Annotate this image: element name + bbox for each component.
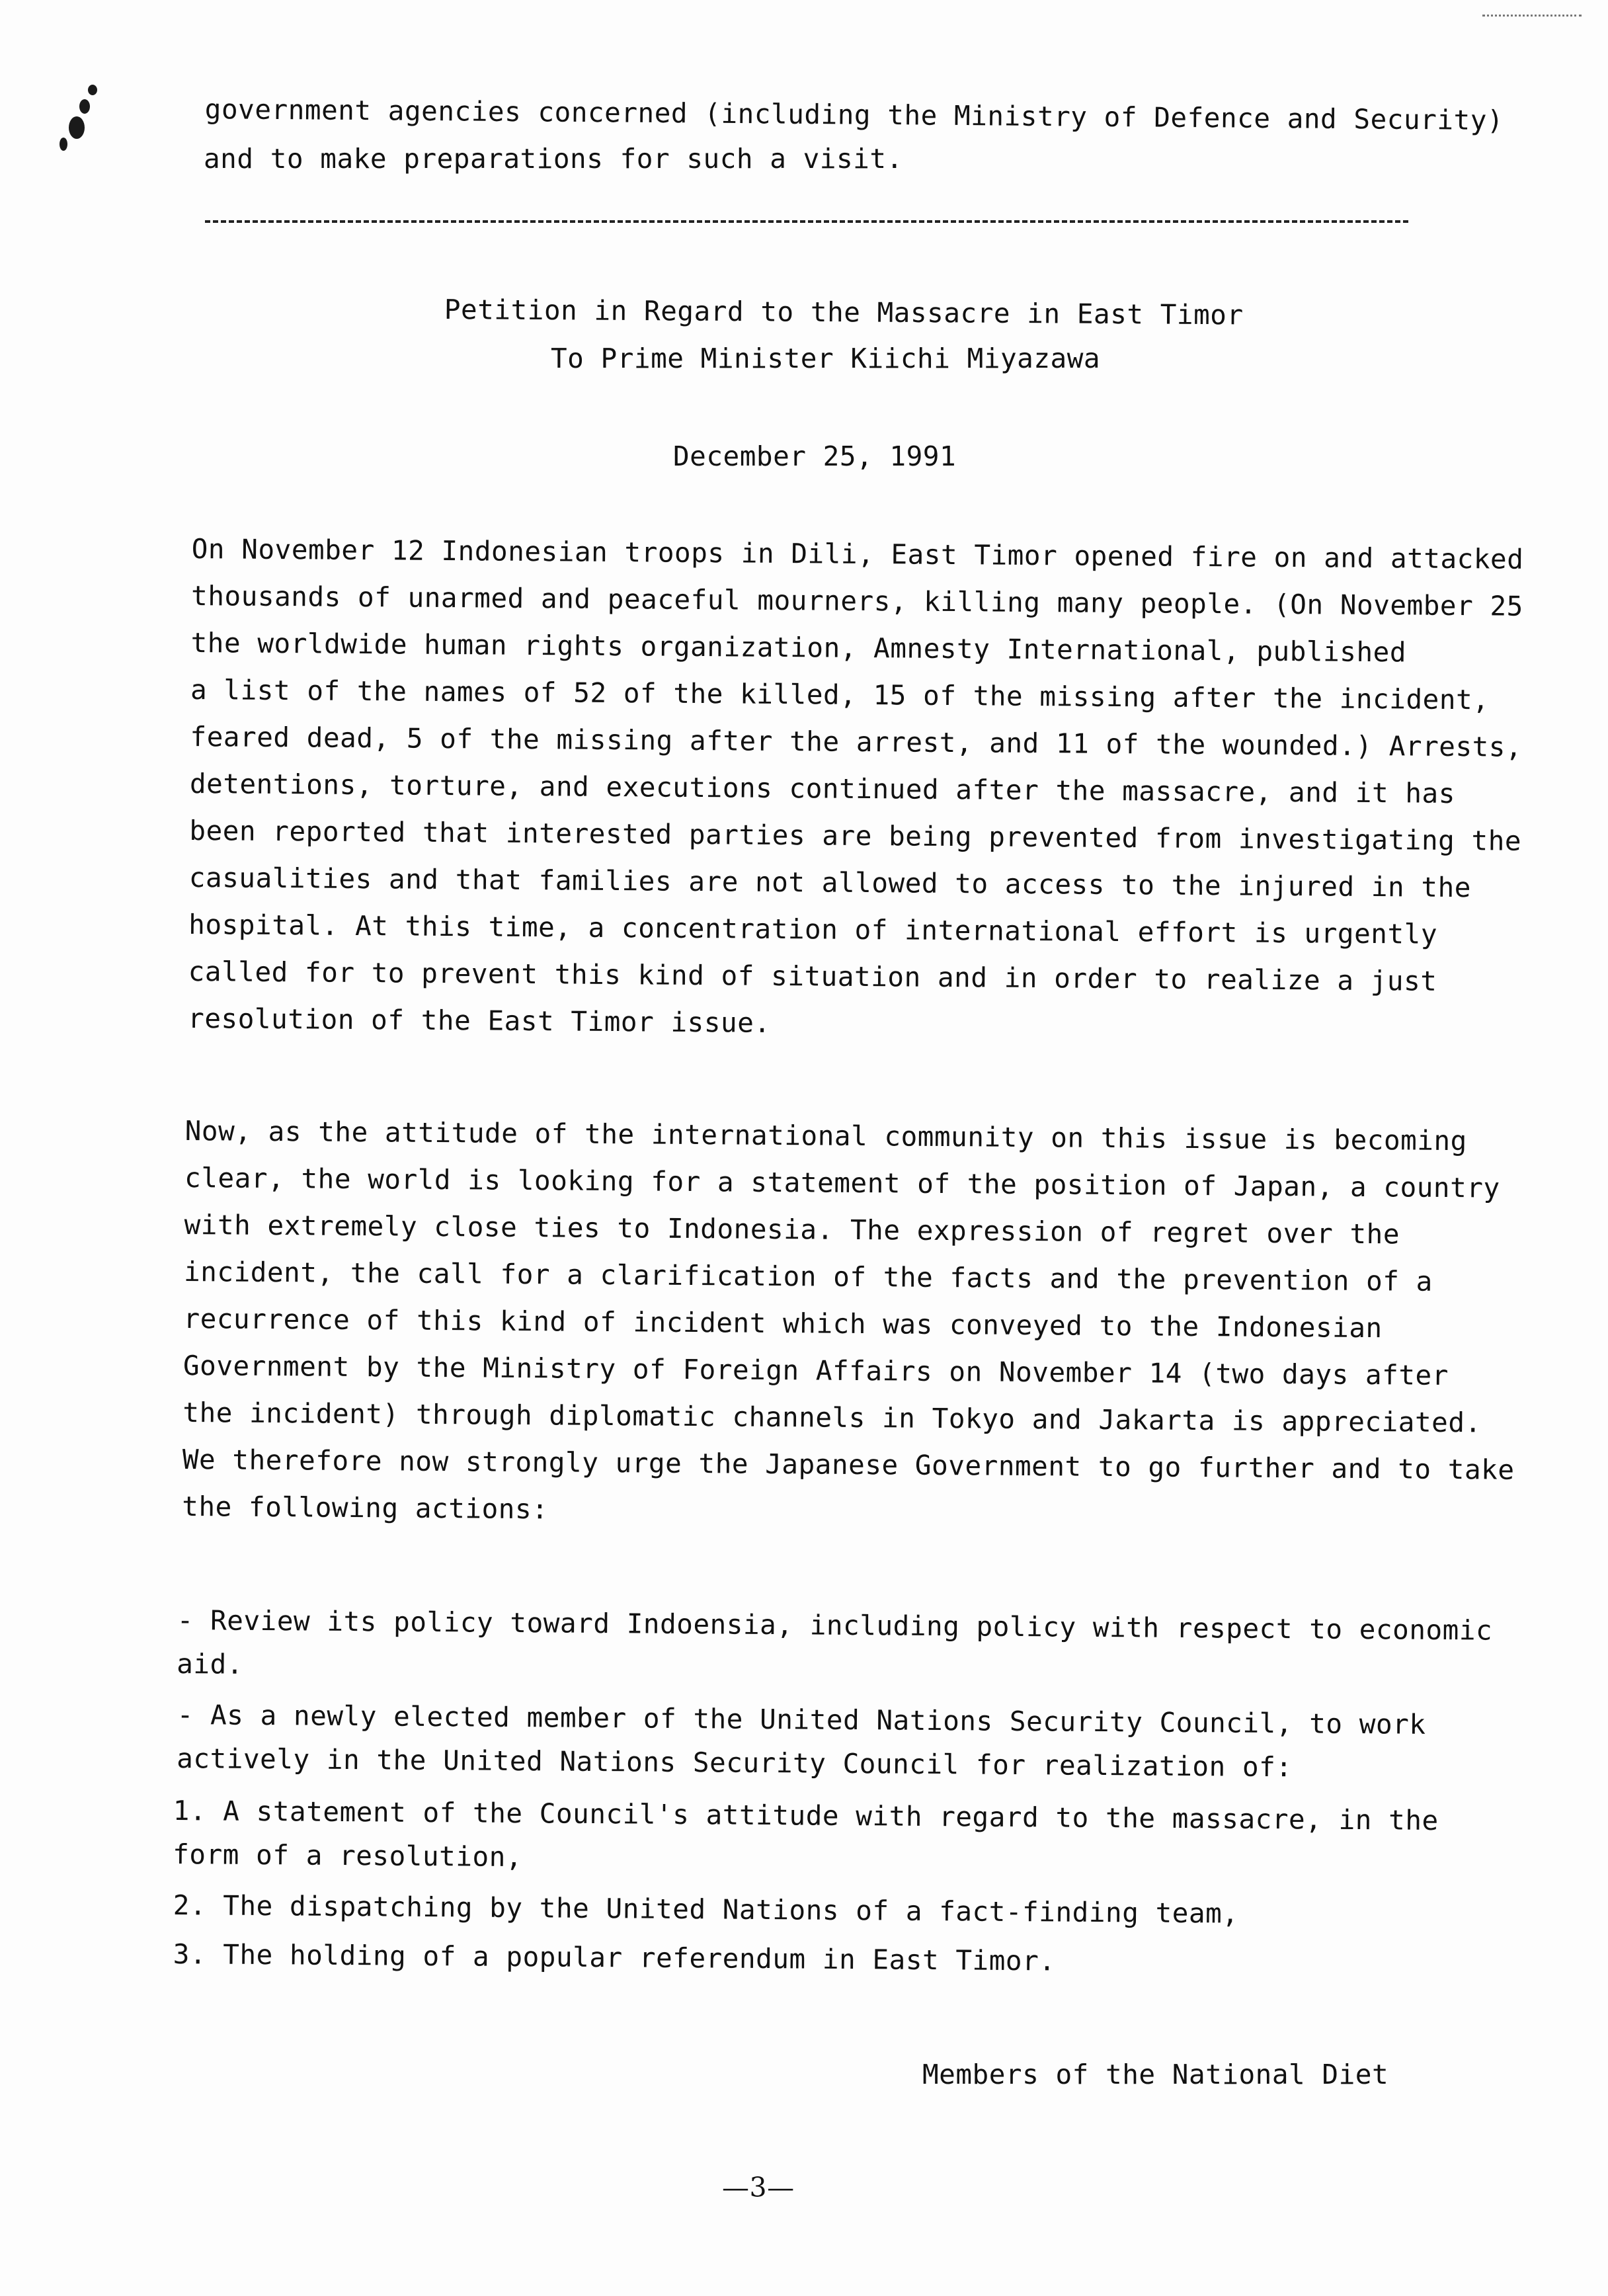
body-paragraph-1: On November 12 Indonesian troops in Dili, East Timor opened fire on and attacked thousands of unarmed and peaceful mourners, killing many people. (On November 25 the worldwide human rights organization, Amnesty International, published a list of the names of 52 of the killed, 15 of the missing after the incident, feared dead, 5 of the missing after the arrest, and 11 of the wounded.) Arrests, detentions, torture, and executions continued after the massacre, and it has been reported that interested parties are being prevented from investigating the casualities and that families are not allowed to access to the injured in the hospital. At this time, a concentration of international effort is urgently called for to prevent this kind of situation and in order to realize a just resolution of the East Timor issue. — [187, 532, 1524, 1039]
action-item-review-policy: - Review its policy toward Indoensia, including policy with respect to economic aid. — [177, 1604, 1493, 1680]
scan-mark-dot-4 — [60, 138, 67, 151]
scan-edge-marks — [1482, 15, 1582, 17]
section-divider — [205, 220, 1408, 223]
page-number: —3— — [722, 2172, 795, 2203]
petition-title: Petition in Regard to the Massacre in East Timor — [444, 293, 1244, 331]
list-item-fact-finding: 2. The dispatching by the United Nations of a fact-finding team, — [173, 1889, 1239, 1930]
list-item-referendum: 3. The holding of a popular referendum in East Timor. — [173, 1938, 1056, 1977]
fragment-line-2: and to make preparations for such a visit. — [204, 143, 903, 175]
fragment-line-1: government agencies concerned (including the Ministry of Defence and Security) — [204, 93, 1504, 137]
petition-addressee: To Prime Minister Kiichi Miyazawa — [551, 343, 1101, 374]
scan-mark-dot-1 — [88, 85, 97, 95]
body-paragraph-2: Now, as the attitude of the international community on this issue is becoming clear, the world is looking for a statement of the position of Japan, a country with extremely close ties to Indonesia. The expression of regret over the incident, the call for a clarification of the facts and the prevention of a recurrence of this kind of incident which was conveyed to the Indonesian Government by the Ministry of Foreign Affairs on November 14 (two days after the incident) through diplomatic channels in Tokyo and Jakarta is appreciated. We therefore now strongly urge the Japanese Government to go further and to take the following actions: — [182, 1114, 1515, 1526]
list-item-statement: 1. A statement of the Council's attitude with regard to the massacre, in the form of a resolution, — [173, 1794, 1439, 1873]
signature: Members of the National Diet — [922, 2059, 1389, 2090]
action-item-security-council: - As a newly elected member of the United Nations Security Council, to work actively in the United Nations Security Council for realization of: — [177, 1698, 1426, 1784]
petition-date: December 25, 1991 — [673, 440, 957, 472]
scan-mark-dot-2 — [79, 99, 90, 114]
scan-mark-dot-3 — [69, 116, 85, 139]
